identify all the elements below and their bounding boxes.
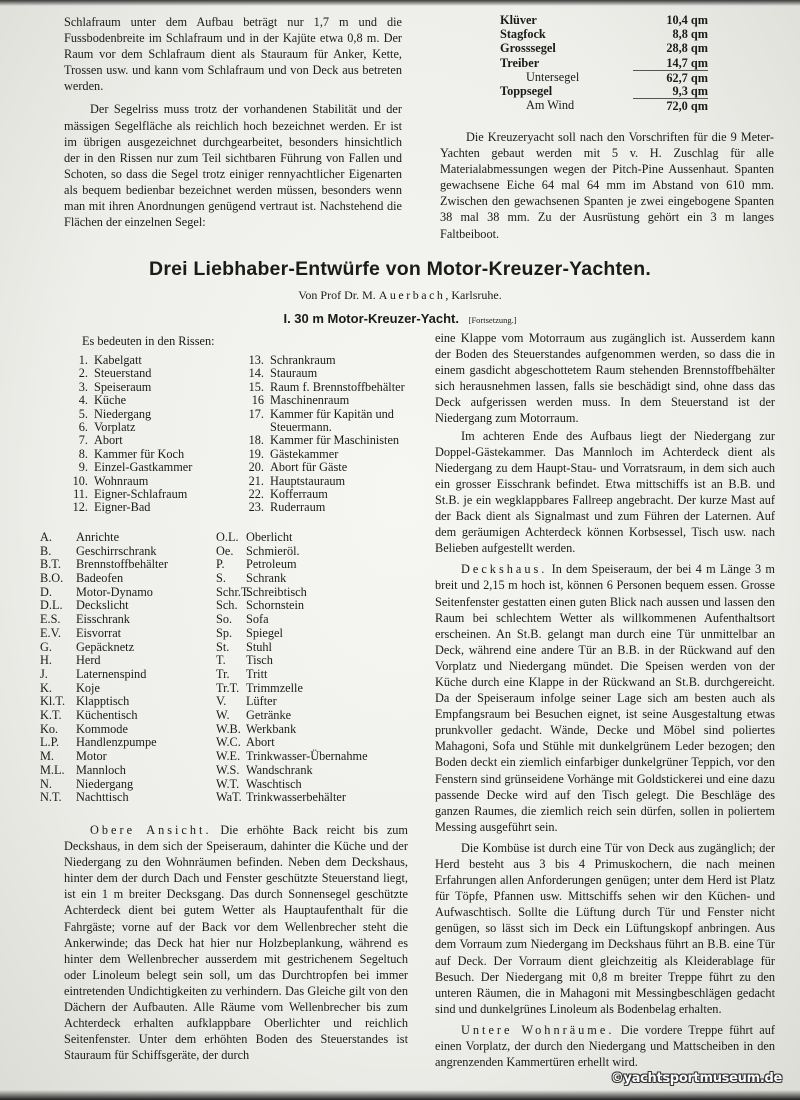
abbreviation-item	[40, 723, 216, 737]
legend-key: B.T.	[40, 557, 61, 572]
legend-key: 6.	[78, 420, 88, 435]
legend-intro: Es bedeuten in den Rissen:	[82, 334, 215, 348]
paragraph-schlafraum: Schlafraum unter dem Aufbau beträgt nur 1,7 m und die Fussbodenbreite im Schlafraum und in der Kajüte etwa 0,8 m. Der Raum vor dem Schlafraum dient als Stauraum für Anker, Kette, Trossen usw. und kann vom Schlafraum und von Deck aus betreten werden.	[64, 15, 402, 94]
legend-key: Schr.T.	[216, 584, 251, 599]
legend-value: Trinkwasser-Übernahme	[246, 749, 368, 764]
sail-area-value: 72,0 qm	[633, 98, 708, 112]
sail-row	[500, 84, 708, 98]
numbered-rooms-left	[64, 354, 240, 515]
abbreviation-item	[40, 599, 216, 613]
abbreviation-item	[40, 613, 216, 627]
legend-value: Laternenspind	[76, 666, 147, 681]
legend-value: Schornstein	[246, 598, 305, 613]
numbered-room-item	[240, 488, 410, 501]
legend-key: P.	[216, 557, 225, 572]
legend-value: Deckslicht	[76, 598, 129, 613]
abbreviation-item	[40, 586, 216, 600]
sail-name: Klüver	[500, 13, 537, 27]
legend-key: 18.	[248, 433, 264, 448]
legend-key: K.	[40, 680, 52, 695]
legend-value: Brennstoffbehälter	[76, 557, 168, 572]
legend-key: W.B.	[216, 721, 241, 736]
legend-key: 4.	[78, 393, 88, 408]
legend-key: 13.	[248, 353, 264, 367]
legend-key: 14.	[248, 366, 264, 381]
legend-value: Sofa	[246, 612, 269, 627]
sail-area-value: 8,8 qm	[672, 27, 708, 42]
legend-key: Tr.T.	[216, 680, 240, 695]
abbreviation-item	[40, 558, 216, 572]
section-lead-deckshaus: Deckshaus.	[461, 562, 548, 577]
legend-key: G.	[40, 639, 52, 654]
legend-key: E.S.	[40, 612, 61, 627]
sail-name: Toppsegel	[500, 83, 553, 98]
abbreviation-item	[216, 545, 386, 559]
legend-key: T.	[216, 653, 226, 668]
legend-value: Abort für Gäste	[270, 460, 348, 475]
legend-value: Küche	[94, 393, 127, 408]
numbered-room-item	[64, 461, 240, 474]
legend-key: W.E.	[216, 749, 241, 764]
legend-key: 17.	[248, 406, 264, 421]
abbreviation-item	[40, 778, 216, 792]
legend-value: Tisch	[246, 653, 273, 668]
legend-key: St.	[216, 639, 230, 654]
legend-value: Schrank	[246, 570, 287, 585]
legend-value: Vorplatz	[94, 420, 136, 435]
legend-value: Gepäcknetz	[76, 639, 135, 654]
abbreviation-item	[40, 641, 216, 655]
numbered-room-item	[240, 394, 410, 407]
sail-row	[500, 41, 708, 55]
abbreviation-item	[40, 531, 216, 545]
sail-row	[500, 27, 708, 41]
legend-key: Sp.	[216, 625, 233, 640]
author-name: Auerbach	[378, 288, 446, 302]
legend-key: 10.	[72, 473, 88, 488]
abbreviation-item	[216, 791, 386, 805]
numbered-room-item	[64, 408, 240, 421]
abbreviation-item	[40, 709, 216, 723]
legend-value: Geschirrschrank	[76, 543, 157, 558]
paragraph-achteren-ende: Im achteren Ende des Aufbaus liegt der Niedergang zur Doppel-Gästekammer. Das Mannloch im Achterdeck dient als Niedergang zu dem Haupt-Stau- und Vorratsraum, in dem sich auch ein grosser Eisschrank befindet. Etwa mittschiffs ist an B.B. und St.B. je ein wegklappbares Fallreep angebracht. Der kurze Mast auf der Back dient als Signalmast und zum Führen der Laternen. Auf dem geräumigen Achterdeck können Korbsessel, Tisch usw. nach Belieben aufgestellt werden.	[435, 428, 775, 556]
legend-value: Abort	[246, 735, 275, 750]
legend-key: D.L.	[40, 598, 63, 613]
numbered-room-item	[240, 421, 410, 434]
abbreviation-item	[216, 778, 386, 792]
sail-name: Am Wind	[526, 98, 575, 113]
subtitle-text: I. 30 m Motor-Kreuzer-Yacht.	[283, 311, 459, 326]
legend-value: Steuerstand	[94, 366, 152, 381]
legend-value: Getränke	[246, 708, 292, 723]
legend-key: B.	[40, 543, 52, 558]
legend-key: 22.	[248, 487, 264, 502]
numbered-room-item	[240, 381, 410, 394]
legend-key: N.T.	[40, 790, 62, 805]
legend-value: Wohnraum	[94, 473, 149, 488]
abbreviation-item	[216, 613, 386, 627]
legend-key: H.	[40, 653, 52, 668]
legend-key: 21.	[248, 473, 264, 488]
numbered-room-item	[240, 434, 410, 447]
legend-value: Herd	[76, 653, 101, 668]
page-top-edge	[0, 0, 800, 6]
legend-value: Eisschrank	[76, 612, 130, 627]
abbreviations-right	[216, 531, 386, 805]
legend-value: Schmieröl.	[246, 543, 300, 558]
legend-value: Eisvorrat	[76, 625, 122, 640]
legend-value: Schreibtisch	[246, 584, 307, 599]
legend-key: B.O.	[40, 570, 64, 585]
legend-value: Kammer für Kapitän und	[270, 406, 394, 421]
legend-key: W.T.	[216, 776, 240, 791]
article-author	[0, 288, 800, 303]
numbered-room-item	[64, 501, 240, 514]
numbered-room-item	[64, 421, 240, 434]
legend-value: Schrankraum	[270, 353, 336, 367]
abbreviation-item	[216, 682, 386, 696]
legend-key: 15.	[248, 379, 264, 394]
legend-key: Tr.	[216, 666, 230, 681]
sail-row	[500, 56, 708, 70]
legend-value: Waschtisch	[246, 776, 302, 791]
paragraph-obere-ansicht	[64, 822, 408, 1063]
numbered-room-item	[64, 434, 240, 447]
legend-value: Oberlicht	[246, 529, 293, 544]
paragraph-klappe: eine Klappe vom Motorraum aus zugänglich ist. Ausserdem kann der Boden des Steuerstandes aufgenommen werden, so dass die in einem gasdicht abgeschottetem Raum stehenden Brennstoffbehälter sich herausnehmen lassen, falls sie beschädigt sind, ohne dass das Deck aufgerissen werden muss. In dem Steuerstand ist der Niedergang zum Motorraum.	[435, 331, 775, 426]
abbreviation-item	[216, 654, 386, 668]
sail-area-value: 10,4 qm	[666, 13, 708, 27]
legend-value: Badeofen	[76, 570, 124, 585]
legend-value: Mannloch	[76, 762, 126, 777]
abbreviation-item	[216, 723, 386, 737]
abbreviation-item	[40, 654, 216, 668]
legend-value: Trimmzelle	[246, 680, 303, 695]
sail-subtotal-row	[500, 98, 708, 112]
abbreviation-item	[216, 764, 386, 778]
legend-value: Klapptisch	[76, 694, 130, 709]
paragraph-untere-wohnraeume	[435, 1022, 775, 1070]
legend-value: Kommode	[76, 721, 128, 736]
bottom-left-column	[64, 822, 408, 1063]
legend-key: Oe.	[216, 543, 234, 558]
top-right-column	[440, 129, 774, 242]
legend-value: Niedergang	[94, 406, 152, 421]
legend-key: So.	[216, 612, 233, 627]
legend-key: M.L.	[40, 762, 65, 777]
paragraph-kombuese: Die Kombüse ist durch eine Tür von Deck aus zugänglich; der Herd besteht aus 3 bis 4 Primuskochern, die nach meinen Erfahrungen allen Anforderungen genügen; unter dem Herd ist Platz für Töpfe, Pfannen usw. Mittschiffs sehen wir den Küchen- und Aufwaschtisch. Sollte die Lüftung durch Tür und Fenster nicht genügen, so lässt sich im Deck ein Lüftungskopf anbringen. Aus dem Vorraum zum Niedergang im Deckshaus führt an B.B. eine Tür auf Deck. Der Vorraum dient gleichzeitig als Kleiderablage für Besuch. Der Niedergang mit 0,8 m breiter Treppe führt zu den unteren Räumen, die in Mahagoni mit Messingbeschlägen gedacht sind und dunkelgrünes Linoleum als Bodenbelag erhalten.	[435, 840, 775, 1016]
legend-key: J.	[40, 666, 48, 681]
sail-area-value: 62,7 qm	[633, 70, 708, 84]
legend-value: Hauptstauraum	[270, 473, 346, 488]
legend-key: M.	[40, 749, 55, 764]
page-bottom-edge	[0, 1090, 800, 1100]
legend-value: Werkbank	[246, 721, 297, 736]
sail-name: Grosssegel	[500, 41, 556, 56]
numbered-room-item	[64, 354, 240, 367]
paragraph-deckshaus	[435, 561, 775, 835]
legend-value: Küchentisch	[76, 708, 138, 723]
numbered-room-item	[64, 367, 240, 380]
bottom-right-column	[435, 330, 775, 1070]
legend-key: 7.	[78, 433, 88, 448]
legend-key: 5.	[78, 406, 88, 421]
legend-key: 12.	[72, 500, 88, 515]
numbered-room-item	[240, 448, 410, 461]
legend-value: Kabelgatt	[94, 353, 142, 367]
legend-value: Wandschrank	[246, 762, 313, 777]
sail-name: Untersegel	[526, 69, 580, 84]
legend-key: L.P.	[40, 735, 60, 750]
sail-area-value: 28,8 qm	[666, 41, 708, 56]
numbered-room-item	[240, 501, 410, 514]
abbreviation-item	[40, 764, 216, 778]
sail-name: Stagfock	[500, 27, 546, 42]
abbreviation-item	[216, 558, 386, 572]
abbreviation-item	[216, 641, 386, 655]
legend-value: Steuermann.	[270, 420, 332, 435]
legend-key: A.	[40, 529, 52, 544]
section-lead-obere-ansicht: Obere Ansicht.	[90, 823, 212, 837]
legend-value: Koje	[76, 680, 100, 695]
paragraph-text: Die vordere Treppe führt auf einen Vorplatz, der durch den Niedergang und Mattscheiben in den angrenzenden Kammertüren erhellt wird.	[435, 1022, 775, 1070]
legend-value: Kammer für Maschinisten	[270, 433, 400, 448]
abbreviations-list	[40, 531, 410, 805]
numbered-room-item	[64, 475, 240, 488]
legend-value: Stuhl	[246, 639, 272, 654]
continuation-note: [Fortsetzung.]	[468, 315, 517, 325]
numbered-room-item	[64, 381, 240, 394]
numbered-room-item	[64, 448, 240, 461]
legend-value: Raum f. Brennstoffbehälter	[270, 379, 405, 394]
abbreviation-item	[40, 695, 216, 709]
legend-key: 1.	[78, 353, 88, 367]
sail-row	[500, 13, 708, 27]
legend-key: E.V.	[40, 625, 61, 640]
legend-key: 23.	[248, 500, 264, 515]
paragraph-text: Die erhöhte Back reicht bis zum Deckshaus, in dem sich der Speiseraum, dahinter die Küche und der Niedergang zu den Wohnräumen befinden. Neben dem Deckshaus, hinter dem der durch Dach und Fenster geschützte Steuerstand liegt, ist ein 1 m breiter Decksgang. Das durch Sonnensegel geschützte Achterdeck dient bei gutem Wetter als Hauptaufenthalt für die Fahrgäste; vorne auf der Back vor dem Wellenbrecher steht die Ankerwinde; das Deck hat hier nur Holzbeplankung, während es hinter dem Wellenbrecher ausserdem mit gestrichenem Segeltuch oder Linoleum belegt sein soll, um das Durchtropfen bei immer eintretenden Undichtigkeiten zu verhindern. Das Gleiche gilt von den Dächern der Aufbauten. Alle Räume vom Wellenbrecher bis zum Achterdeck erhalten aufklappbare Oberlichter und reichlich Seitenfenster. Unter dem erhöhten Boden des Steuerstandes ist Stauraum für Schiffsgeräte, der durch	[64, 823, 408, 1063]
drawing-legend	[40, 333, 410, 805]
legend-key: 3.	[78, 379, 88, 394]
abbreviation-item	[40, 682, 216, 696]
legend-value: Speiseraum	[94, 379, 152, 394]
legend-key: 19.	[248, 446, 264, 461]
abbreviation-item	[40, 668, 216, 682]
legend-value: Niedergang	[76, 776, 134, 791]
legend-key: 20.	[248, 460, 264, 475]
legend-key: 8.	[78, 446, 88, 461]
legend-value: Maschinenraum	[270, 393, 350, 408]
article-subtitle	[0, 311, 800, 326]
numbered-room-item	[240, 367, 410, 380]
legend-key: WaT.	[216, 790, 242, 805]
abbreviation-item	[216, 572, 386, 586]
legend-value: Spiegel	[246, 625, 283, 640]
numbered-room-item	[240, 461, 410, 474]
paragraph-kreuzeryacht: Die Kreuzeryacht soll nach den Vorschriften für die 9 Meter-Yachten gebaut werden mit 5 v. H. Zuschlag für alle Materialabmessungen wegen der Pitch-Pine Aussenhaut. Spanten gewachsene Eiche 64 mal 64 mm im Abstand von 610 mm. Zwischen den gewachsenen Spanten je zwei eingebogene Spanten 38 mal 38 mm. Zu der Ausrüstung gehört ein 3 m langes Faltbeiboot.	[440, 130, 774, 241]
legend-value: Abort	[94, 433, 123, 448]
numbered-rooms-list	[64, 354, 410, 515]
legend-value: Eigner-Bad	[94, 500, 151, 515]
abbreviation-item	[216, 709, 386, 723]
legend-key: D.	[40, 584, 52, 599]
legend-value: Motor-Dynamo	[76, 584, 153, 599]
legend-key: O.L.	[216, 529, 239, 544]
sail-area-value: 14,7 qm	[666, 55, 708, 70]
legend-key: W.C.	[216, 735, 241, 750]
paragraph-segelriss: Der Segelriss muss trotz der vorhandenen Stabilität und der mässigen Segelfläche als reichlich hoch bezeichnet werden. Er ist im übrigen ausgezeichnet durchgearbeitet, besonders hinsichtlich der in den Rissen nur zum Teil sichtbaren Führung von Fallen und Schoten, so dass die Segel trotz einiger rennyachtlicher Eigenarten als bequem bedienbar bezeichnet werden müssen, besonders wenn man mit ihren Anordnungen genügend vertraut ist. Nachstehend die Flächen der einzelnen Segel:	[64, 102, 402, 230]
legend-key: 16	[251, 393, 264, 408]
abbreviation-item	[216, 627, 386, 641]
legend-value: Lüfter	[246, 694, 277, 709]
legend-key: Sch.	[216, 598, 238, 613]
legend-value: Eigner-Schlafraum	[94, 487, 188, 502]
legend-value: Handlenzpumpe	[76, 735, 157, 750]
article-heading	[0, 258, 800, 326]
legend-value: Motor	[76, 749, 107, 764]
sail-name: Treiber	[500, 55, 540, 70]
legend-key: Ko.	[40, 721, 59, 736]
abbreviation-item	[40, 627, 216, 641]
legend-key: W.S.	[216, 762, 240, 777]
abbreviation-item	[40, 545, 216, 559]
legend-key: Kl.T.	[40, 694, 66, 709]
top-left-column	[64, 14, 402, 230]
legend-value: Tritt	[246, 666, 268, 681]
abbreviation-item	[216, 586, 386, 600]
legend-key: 9.	[78, 460, 88, 475]
legend-key: K.T.	[40, 708, 62, 723]
numbered-room-item	[240, 408, 410, 421]
numbered-rooms-right	[240, 354, 410, 515]
legend-key: 2.	[78, 366, 88, 381]
sail-area-table	[500, 13, 708, 112]
legend-key: N.	[40, 776, 52, 791]
abbreviation-item	[216, 531, 386, 545]
legend-key: V.	[216, 694, 227, 709]
abbreviation-item	[216, 750, 386, 764]
sail-subtotal-row	[500, 70, 708, 84]
legend-value: Kofferraum	[270, 487, 328, 502]
author-suffix: , Karlsruhe.	[445, 288, 502, 302]
legend-value: Kammer für Koch	[94, 446, 185, 461]
legend-key: W.	[216, 708, 230, 723]
paragraph-text: In dem Speiseraum, der bei 4 m Länge 3 m breit und 2,15 m hoch ist, können 6 Personen bequem essen. Grosse Seitenfenster gestatten einen guten Blick nach aussen und lassen den Raum bei schlechtem Wetter als willkommenen Aufenthaltsort erscheinen. An St.B. gelangt man durch eine Tür unmittelbar an Deck, während eine andere Tür an B.B. in der Rückwand auf den Vorplatz und Niedergang mündet. Die Speisen werden von der Küche durch eine Klappe in der Rückwand an St.B. durchgereicht. Da der Speiseraum infolge seiner Lage sich am besten auch als Empfangsraum bei Besuchen eignet, ist seine Ausgestaltung etwas prunkvoller gedacht. Wände, Decke und Möbel sind poliertes Mahagoni, Sofa und Stühle mit dunkelgrünem Leder bezogen; den Boden deckt ein ziemlich einfarbiger dunkelgrüner Teppich, vor den Fenstern sind grünseidene Vorhänge mit Goldstickerei und eine dazu passende Decke wird auf den Tisch gelegt. Die Beschläge des ganzen Raumes, die ziemlich reich sein dürfen, sollen in poliertem Messing ausgeführt sein.	[435, 562, 775, 834]
abbreviation-item	[40, 736, 216, 750]
abbreviation-item	[216, 668, 386, 682]
legend-key: 11.	[73, 487, 88, 502]
abbreviation-item	[40, 791, 216, 805]
legend-value: Gästekammer	[270, 446, 339, 461]
legend-value: Nachttisch	[76, 790, 129, 805]
abbreviation-item	[40, 750, 216, 764]
numbered-room-item	[240, 354, 410, 367]
sail-area-value: 9,3 qm	[672, 83, 708, 98]
author-prefix: Von Prof Dr. M.	[298, 288, 376, 302]
numbered-room-item	[64, 488, 240, 501]
numbered-room-item	[240, 475, 410, 488]
abbreviation-item	[40, 572, 216, 586]
section-lead-untere-wohnraeume: Untere Wohnräume.	[461, 1022, 615, 1037]
abbreviation-item	[216, 599, 386, 613]
abbreviations-left	[40, 531, 216, 805]
article-title: Drei Liebhaber-Entwürfe von Motor-Kreuzer-Yachten.	[149, 258, 651, 280]
legend-key	[240, 421, 264, 434]
legend-value: Stauraum	[270, 366, 318, 381]
copyright-watermark: ©yachtsportmuseum.de	[610, 1071, 782, 1086]
legend-value: Trinkwasserbehälter	[246, 790, 346, 805]
numbered-room-item	[64, 394, 240, 407]
abbreviation-item	[216, 695, 386, 709]
legend-value: Ruderraum	[270, 500, 326, 515]
abbreviation-item	[216, 736, 386, 750]
legend-value: Einzel-Gastkammer	[94, 460, 193, 475]
legend-value: Petroleum	[246, 557, 297, 572]
legend-key: S.	[216, 570, 226, 585]
legend-value: Anrichte	[76, 529, 120, 544]
